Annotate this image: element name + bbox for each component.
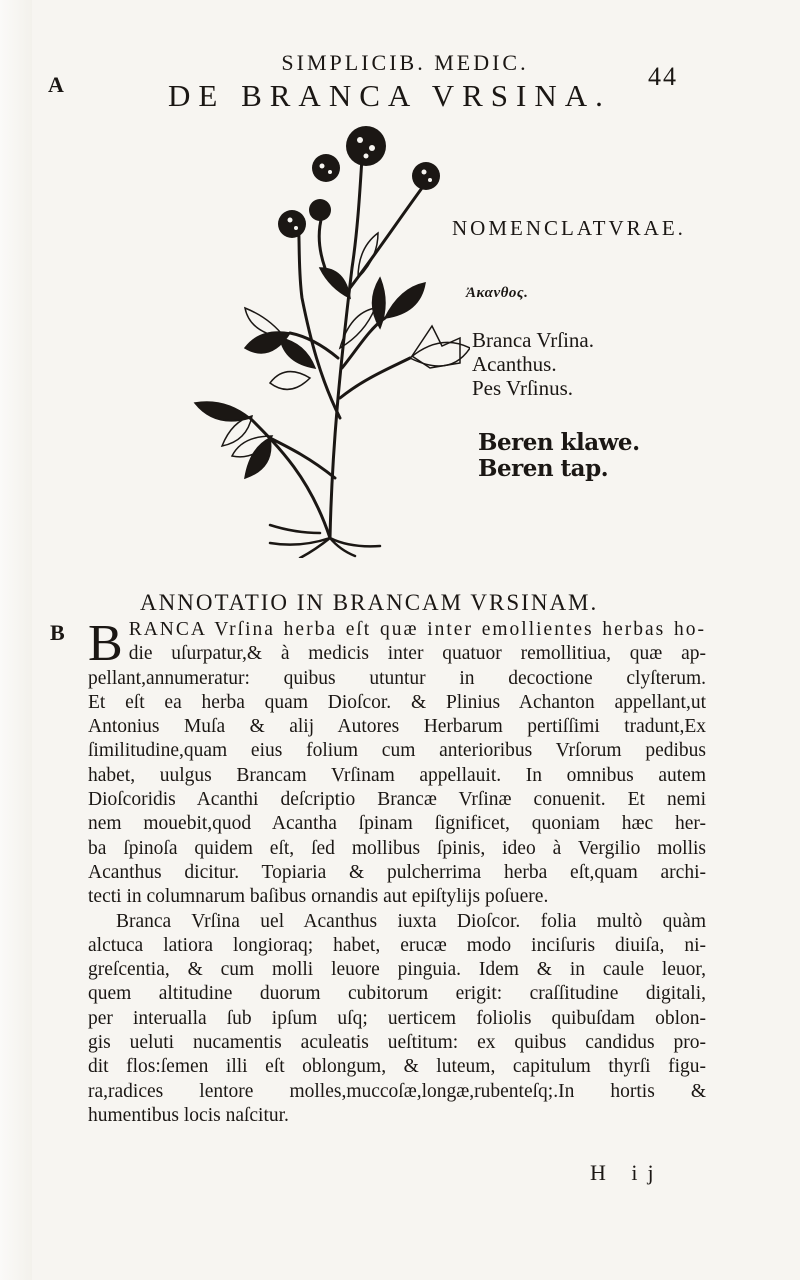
latin-name: Branca Vrſina. (472, 328, 594, 352)
text-line: Antonius Muſa & alij Autores Herbarum pertiſſimi tradunt,Ex (88, 716, 706, 738)
german-names-list (478, 430, 640, 482)
drop-cap: B (88, 615, 123, 672)
text-line: Acanthus dicitur. Topiaria & pulcherrima herba eſt,quam archi- (88, 861, 706, 883)
signature-mark: H ij (590, 1160, 664, 1185)
running-head: SIMPLICIB. MEDIC. (281, 50, 529, 75)
text-line: Branca Vrſina uel Acanthus iuxta Dioſcor. folia multò quàm (116, 910, 706, 932)
text-line: habet, uulgus Brancam Vrſinam appellauit. In omnibus autem (88, 764, 706, 786)
text-line: dit flos:ſemen illi eſt oblongum, & luteum, capitulum thyrſi figu- (88, 1056, 706, 1078)
page-number: 44 (648, 62, 678, 91)
german-name: Beren tap. (478, 455, 609, 482)
text-line: Et eſt ea herba quam Dioſcor. & Plinius Achanton appellant,ut (88, 691, 706, 713)
margin-marker-b: B (50, 620, 65, 645)
plant-woodcut-illustration (190, 118, 470, 558)
german-name: Beren klawe. (478, 429, 640, 456)
text-line: die uſurpatur,& à medicis inter quatuor remollitiua, quæ ap- (128, 643, 706, 665)
text-line: RANCA Vrſina herba eſt quæ inter emollientes herbas ho- (128, 619, 706, 640)
text-line: Dioſcoridis Acanthi deſcriptio Brancæ Vrſinæ conuenit. Et nemi (88, 789, 706, 811)
nomenclature-heading: NOMENCLATVRAE. (452, 216, 686, 240)
greek-name: Ἀκανθος. (466, 285, 529, 301)
text-line: ba ſpinoſa quidem eſt, ſed mollibus ſpinis, ideo à Vergilio mollis (88, 837, 706, 859)
text-line: ra,radices lentore molles,muccoſæ,longæ,rubenteſq;.In hortis & (88, 1080, 706, 1102)
text-line: gis ueluti nucamentis aculeatis ueſtitum: ex quibus candidus pro- (88, 1032, 706, 1054)
text-line: ſimilitudine,quam eius folium cum anterioribus Vrſorum pedibus (88, 740, 706, 762)
text-line: pellant,annumeratur: quibus utuntur in decoctione clyſterum. (88, 667, 706, 689)
text-line: greſcentia, & cum molli leuore pinguia. Idem & in caule leuor, (88, 959, 706, 981)
page-title: DE BRANCA VRSINA. (168, 78, 611, 113)
text-line: per interualla ſub ipſum uſq; uerticem foliolis quibuſdam oblon- (88, 1007, 706, 1029)
text-line: tecti in columnarum baſibus ornandis aut epiſtylijs poſuere. (88, 886, 549, 908)
latin-names-list (472, 328, 594, 400)
page-gutter (0, 0, 32, 1280)
text-line: quem altitudine duorum cubitorum erigit: craſſitudine digitali, (88, 983, 706, 1005)
text-line: nem mouebit,quod Acantha ſpinam ſignificet, quoniam hæc her- (88, 813, 706, 835)
annotation-heading: ANNOTATIO IN BRANCAM VRSINAM. (140, 590, 599, 615)
text-line: humentibus locis naſcitur. (88, 1104, 289, 1126)
latin-name: Pes Vrſinus. (472, 376, 574, 400)
annotation-body (88, 615, 706, 1128)
latin-name: Acanthus. (472, 352, 557, 376)
margin-marker-a: A (48, 72, 64, 97)
text-line: alctuca latiora longioraq; habet, erucæ modo inciſuris diuiſa, ni- (88, 934, 706, 956)
